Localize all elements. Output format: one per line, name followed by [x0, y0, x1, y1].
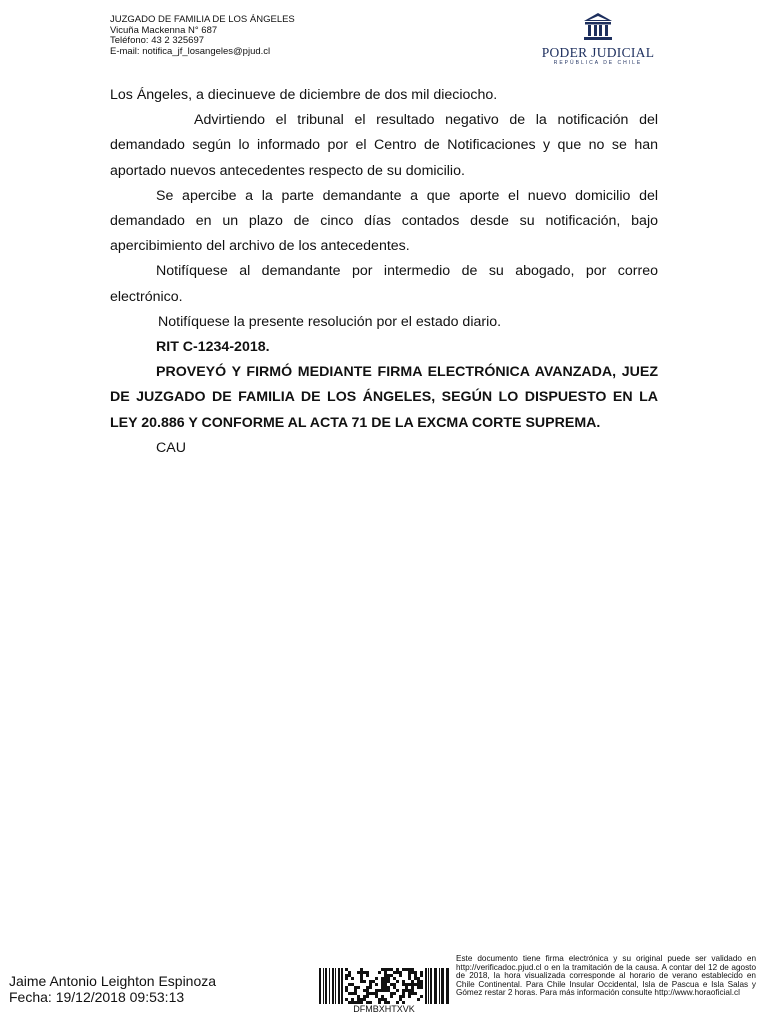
barcode-icon: [319, 968, 449, 1004]
verification-code: DFMBXHTXVK: [353, 1004, 415, 1014]
paragraph-4: Notifíquese la presente resolución por el estado diario.: [158, 313, 502, 330]
court-email: E-mail: notifica_jf_losangeles@pjud.cl: [110, 45, 271, 57]
signed-date: Fecha: 19/12/2018 09:53:13: [9, 988, 185, 1005]
court-header: [110, 15, 295, 57]
signature-statement: PROVEYÓ Y FIRMÓ MEDIANTE FIRMA ELECTRÓNICA AVANZADA, JUEZ DE JUZGADO DE FAMILIA DE LOS ÁNGELES, SEGÚN LO DISPUESTO EN LA LEY 20.886 Y CONFORME AL ACTA 71 DE LA EXCMA CORTE SUPREMA.: [110, 364, 658, 431]
poder-judicial-logo: [540, 12, 656, 66]
initials: CAU: [156, 439, 186, 456]
paragraph-2: Se apercibe a la parte demandante a que aporte el nuevo domicilio del demandado en un plazo de cinco días contados desde su notificación, bajo apercibimiento del archivo de los antecedentes.: [110, 187, 658, 255]
rit-number: RIT C-1234-2018.: [156, 339, 270, 356]
court-address: Vicuña Mackenna N° 687: [110, 24, 218, 36]
paragraph-1: Advirtiendo el tribunal el resultado negativo de la notificación del demandado según lo informado por el Centro de Notificaciones y que no se han aportado nuevos antecedentes respecto de su domicilio.: [110, 112, 658, 179]
date-line: Los Ángeles, a diecinueve de diciembre de dos mil dieciocho.: [110, 87, 498, 103]
signer-name: Jaime Antonio Leighton Espinoza: [9, 973, 217, 989]
logo-subtitle: REPÚBLICA DE CHILE: [553, 60, 643, 66]
courthouse-icon: [583, 12, 613, 42]
court-name: JUZGADO DE FAMILIA DE LOS ÁNGELES: [110, 14, 295, 25]
resolution-body: [110, 83, 658, 461]
logo-name: PODER JUDICIAL: [541, 45, 655, 60]
electronic-signature-notice: Este documento tiene firma electrónica y su original puede ser validado en http://verificadoc.pjud.cl o en la tramitación de la causa. A contar del 12 de agosto de 2018, la hora visualizada corresponde al horario de verano establecido en Chile Continental. Para Chile Insular Occidental, Isla de Pascua e Isla Salas y Gómez restar 2 horas. Para más información consulte http://www.horaoficial.cl: [456, 954, 756, 998]
court-phone: Teléfono: 43 2 325697: [110, 35, 205, 46]
paragraph-3: Notifíquese al demandante por intermedio de su abogado, por correo electrónico.: [110, 263, 658, 305]
signer-block: [9, 974, 216, 1005]
